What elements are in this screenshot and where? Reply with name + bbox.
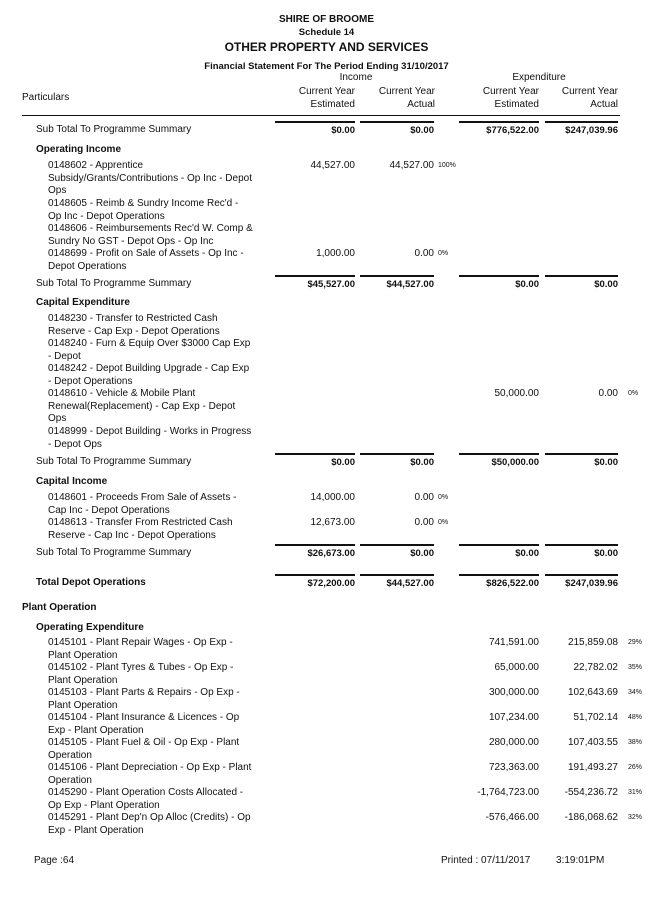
subtotal-rule [545,121,618,123]
line-item-label: 0148699 - Profit on Sale of Assets - Op Inc - Depot Operations [48,248,244,272]
section-heading: Capital Expenditure [36,297,130,308]
subtotal-label: Sub Total To Programme Summary [36,547,192,558]
section-heading: Operating Income [36,144,122,155]
printed-time: 3:19:01PM [556,855,605,866]
subtotal-amount: $0.00 [594,548,618,559]
line-item-amount: 50,000.00 [494,388,539,399]
expenditure-actual-heading [543,85,618,111]
heading-line: Current Year [482,86,539,97]
line-item-amount: 44,527.00 [389,160,434,171]
header-rule [22,115,620,116]
heading-line: Estimated [310,99,355,110]
line-item-label: 0148606 - Reimbursements Rec'd W. Comp & Sundry No GST - Depot Ops - Op Inc [48,223,253,247]
line-item-amount: 22,782.02 [573,662,618,673]
line-item-amount: 0.00 [414,517,434,528]
expenditure-estimated-heading [464,85,539,111]
subtotal-rule [459,544,539,546]
subtotal-amount: $44,527.00 [386,578,434,589]
subtotal-rule [275,574,355,576]
subtotal-rule [459,453,539,455]
line-item-amount: 1,000.00 [316,248,355,259]
org-name: SHIRE OF BROOME [278,14,374,25]
section-heading: Capital Income [36,476,108,487]
percent-label: 26% [628,764,643,771]
subtotal-amount: $0.00 [515,279,539,290]
line-item-label: 0145102 - Plant Tyres & Tubes - Op Exp - Plant Operation [48,662,234,686]
percent-label: 0% [628,390,639,397]
percent-label: 34% [628,689,643,696]
line-item-amount: -1,764,723.00 [477,787,539,798]
subtotal-amount: $0.00 [410,548,434,559]
heading-line: Current Year [561,86,618,97]
percent-label: 29% [628,639,643,646]
percent-label: 0% [438,519,449,526]
line-item-amount: 741,591.00 [488,637,539,648]
subtotal-rule [545,453,618,455]
subtotal-amount: $0.00 [515,548,539,559]
line-item-amount: 102,643.69 [567,687,618,698]
line-item-label: 0145104 - Plant Insurance & Licences - Op Exp - Plant Operation [48,712,240,736]
subtotal-rule [275,544,355,546]
subtotal-rule [459,574,539,576]
subtotal-rule [275,121,355,123]
subtotal-rule [459,121,539,123]
subtotal-amount: $0.00 [594,457,618,468]
heading-line: Actual [590,99,618,110]
line-item-label: 0148999 - Depot Building - Works in Progress - Depot Ops [48,426,252,450]
subtotal-rule [545,574,618,576]
income-actual-heading [360,85,435,111]
expenditure-heading: Expenditure [512,72,566,83]
subtotal-label: Sub Total To Programme Summary [36,124,192,135]
heading-line: Current Year [298,86,355,97]
line-item-label: 0145291 - Plant Dep'n Op Alloc (Credits) - Op Exp - Plant Operation [48,812,251,836]
subtotal-amount: $826,522.00 [486,578,539,589]
subtotal-amount: $0.00 [594,279,618,290]
subtotal-amount: $50,000.00 [491,457,539,468]
line-item-amount: 0.00 [598,388,618,399]
line-item-label: 0145290 - Plant Operation Costs Allocated - Op Exp - Plant Operation [48,787,244,811]
income-heading: Income [339,72,373,83]
line-item-label: 0148601 - Proceeds From Sale of Assets - Cap Inc - Depot Operations [48,492,237,516]
heading-line: Actual [407,99,435,110]
subtotal-label: Sub Total To Programme Summary [36,456,192,467]
subtotal-amount: $0.00 [410,125,434,136]
line-item-label: 0148602 - Apprentice Subsidy/Grants/Contributions - Op Inc - Depot Ops [48,160,252,196]
subtotal-amount: $45,527.00 [307,279,355,290]
printed-date: Printed : 07/11/2017 [441,855,531,866]
subtotal-rule [360,453,434,455]
program-heading: Plant Operation [22,602,97,613]
report-period: Financial Statement For The Period Ending 31/10/2017 [204,61,449,72]
line-item-label: 0148605 - Reimb & Sundry Income Rec'd - Op Inc - Depot Operations [48,198,239,222]
subtotal-label: Sub Total To Programme Summary [36,278,192,289]
subtotal-rule [459,275,539,277]
subtotal-rule [360,574,434,576]
line-item-amount: -186,068.62 [564,812,618,823]
section-heading: Operating Expenditure [36,622,144,633]
line-item-amount: 0.00 [414,248,434,259]
page-number: Page :64 [34,855,75,866]
report-title: OTHER PROPERTY AND SERVICES [224,40,429,54]
line-item-label: 0145106 - Plant Depreciation - Op Exp - Plant Operation [48,762,252,786]
line-item-label: 0148613 - Transfer From Restricted Cash Reserve - Cap Inc - Depot Operations [48,517,233,541]
schedule-label: Schedule 14 [298,27,355,38]
percent-label: 31% [628,789,643,796]
line-item-amount: 44,527.00 [310,160,355,171]
line-item-amount: 280,000.00 [488,737,539,748]
subtotal-amount: $72,200.00 [307,578,355,589]
percent-label: 35% [628,664,643,671]
line-item-label: 0148230 - Transfer to Restricted Cash Reserve - Cap Exp - Depot Operations [48,313,220,337]
subtotal-amount: $247,039.96 [565,578,618,589]
subtotal-amount: $0.00 [331,125,355,136]
subtotal-rule [360,544,434,546]
total-label: Total Depot Operations [36,577,146,588]
subtotal-rule [360,275,434,277]
subtotal-amount: $26,673.00 [307,548,355,559]
particulars-heading: Particulars [22,92,70,103]
income-estimated-heading [280,85,355,111]
line-item-amount: 723,363.00 [488,762,539,773]
line-item-amount: 191,493.27 [567,762,618,773]
line-item-label: 0145105 - Plant Fuel & Oil - Op Exp - Plant Operation [48,737,240,761]
subtotal-amount: $247,039.96 [565,125,618,136]
subtotal-rule [545,544,618,546]
line-item-amount: 107,234.00 [488,712,539,723]
subtotal-amount: $0.00 [410,457,434,468]
line-item-amount: 12,673.00 [310,517,355,528]
line-item-amount: 215,859.08 [567,637,618,648]
line-item-amount: -576,466.00 [485,812,539,823]
line-item-amount: 51,702.14 [573,712,618,723]
percent-label: 48% [628,714,643,721]
subtotal-rule [275,275,355,277]
line-item-amount: 65,000.00 [494,662,539,673]
subtotal-amount: $44,527.00 [386,279,434,290]
line-item-amount: 300,000.00 [488,687,539,698]
subtotal-rule [545,275,618,277]
subtotal-rule [360,121,434,123]
line-item-amount: 107,403.55 [567,737,618,748]
line-item-amount: 0.00 [414,492,434,503]
line-item-amount: 14,000.00 [310,492,355,503]
subtotal-amount: $0.00 [331,457,355,468]
line-item-label: 0148240 - Furn & Equip Over $3000 Cap Exp - Depot [48,338,251,362]
percent-label: 0% [438,250,449,257]
line-item-label: 0145101 - Plant Repair Wages - Op Exp - Plant Operation [48,637,233,661]
line-item-label: 0148242 - Depot Building Upgrade - Cap Exp - Depot Operations [48,363,250,387]
line-item-label: 0145103 - Plant Parts & Repairs - Op Exp - Plant Operation [48,687,240,711]
subtotal-amount: $776,522.00 [486,125,539,136]
percent-label: 100% [438,162,456,169]
percent-label: 32% [628,814,643,821]
heading-line: Estimated [494,99,539,110]
heading-line: Current Year [378,86,435,97]
line-item-amount: -554,236.72 [564,787,618,798]
percent-label: 0% [438,494,449,501]
percent-label: 38% [628,739,643,746]
line-item-label: 0148610 - Vehicle & Mobile Plant Renewal(Replacement) - Cap Exp - Depot Ops [48,388,236,424]
subtotal-rule [275,453,355,455]
